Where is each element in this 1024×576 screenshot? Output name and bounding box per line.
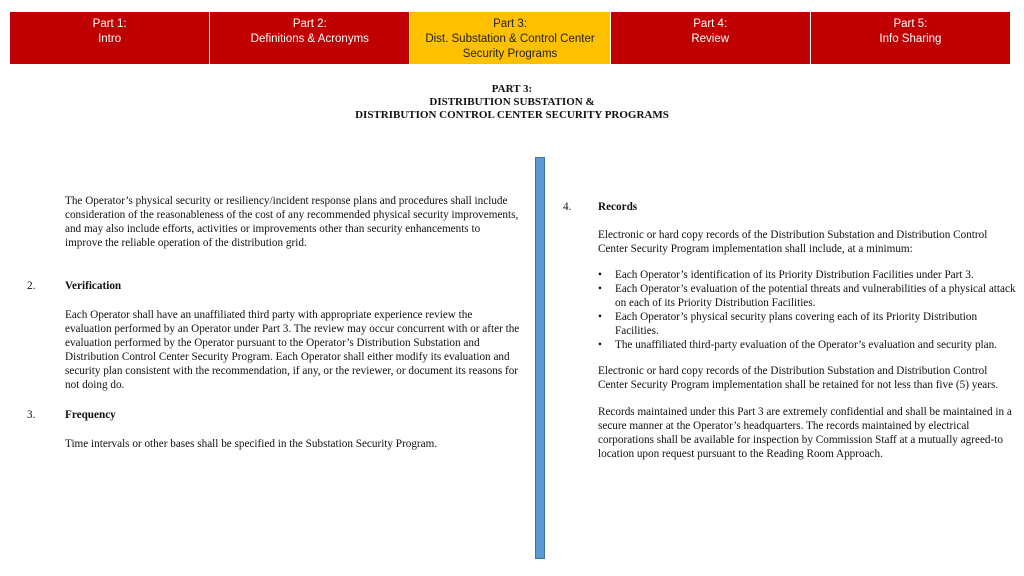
- tab-part-1-number: Part 1:: [92, 18, 127, 30]
- records-bullet-list: [598, 268, 1018, 352]
- part-tabs: [10, 12, 1010, 64]
- tab-part-5-number: Part 5:: [893, 18, 928, 30]
- title-line-2: DISTRIBUTION SUBSTATION &: [429, 96, 595, 108]
- document-title: [0, 83, 1024, 122]
- records-paragraph-2: Electronic or hard copy records of the Distribution Substation and Distribution Control Center Security Program implementation shall be retained for not less than five (5) years.: [598, 365, 999, 391]
- section-4-number: 4.: [563, 201, 572, 213]
- tab-part-5-label: Info Sharing: [879, 33, 942, 45]
- tab-part-4-number: Part 4:: [693, 18, 728, 30]
- intro-paragraph: The Operator’s physical security or resiliency/incident response plans and procedures shall include consideration of the reasonableness of the cost of any recommended physical security improvements, and may also include efforts, activities or improvements other than security enhancements to improve the reliable operation of the distribution grid.: [65, 195, 519, 249]
- tab-part-5[interactable]: [811, 12, 1010, 64]
- list-item: • Each Operator’s identification of its Priority Distribution Facilities under Part 3.: [598, 268, 1018, 282]
- tab-part-2[interactable]: [210, 12, 410, 64]
- tab-part-3-label-line2: Security Programs: [462, 48, 558, 60]
- tab-part-4-label: Review: [691, 33, 730, 45]
- tab-part-3-label: Dist. Substation & Control Center: [425, 33, 595, 45]
- list-item: • Each Operator’s physical security plans covering each of its Priority Distribution Facilities.: [598, 310, 1018, 338]
- tab-part-2-label: Definitions & Acronyms: [250, 33, 369, 45]
- section-3-body: Time intervals or other bases shall be specified in the Substation Security Program.: [65, 438, 438, 450]
- list-item: • The unaffiliated third-party evaluation of the Operator’s evaluation and security plan.: [598, 338, 1018, 352]
- tab-part-1[interactable]: [10, 12, 210, 64]
- tab-part-3-number: Part 3:: [493, 18, 527, 30]
- tab-part-4[interactable]: [611, 12, 811, 64]
- list-item: • Each Operator’s evaluation of the potential threats and vulnerabilities of a physical attack on each of its Priority Distribution Facilities.: [598, 282, 1018, 310]
- section-2-heading: Verification: [65, 280, 122, 292]
- column-divider: [535, 157, 545, 559]
- records-paragraph-3: Records maintained under this Part 3 are extremely confidential and shall be maintained in a secure manner at the Operator’s headquarters. The records maintained by electrical corporations shall be available for inspection by Commission Staff at a mutually agreed-to location upon request pursuant to the Reading Room Approach.: [598, 406, 1012, 460]
- section-2-number: 2.: [27, 280, 36, 292]
- tab-part-2-number: Part 2:: [292, 18, 327, 30]
- section-3-heading: Frequency: [65, 409, 116, 421]
- tab-part-1-label: Intro: [98, 33, 122, 45]
- section-4-heading: Records: [598, 201, 638, 213]
- section-2-body: Each Operator shall have an unaffiliated third party with appropriate experience review the evaluation performed by an Operator under Part 3. The review may occur concurrent with or after the evaluation performed by the Operator pursuant to the Operator’s Distribution Substation and Distribution Control Center Security Program. Each Operator shall either modify its evaluation and security plan consistent with the recommendation, if any, or the reviewer, or document its reasons for not doing do.: [65, 309, 520, 391]
- title-line-1: PART 3:: [491, 83, 533, 95]
- title-line-3: DISTRIBUTION CONTROL CENTER SECURITY PROGRAMS: [355, 109, 669, 121]
- records-paragraph-1: Electronic or hard copy records of the Distribution Substation and Distribution Control Center Security Program implementation shall include, at a minimum:: [598, 229, 988, 255]
- tab-part-3[interactable]: [410, 12, 610, 64]
- section-3-number: 3.: [27, 409, 36, 421]
